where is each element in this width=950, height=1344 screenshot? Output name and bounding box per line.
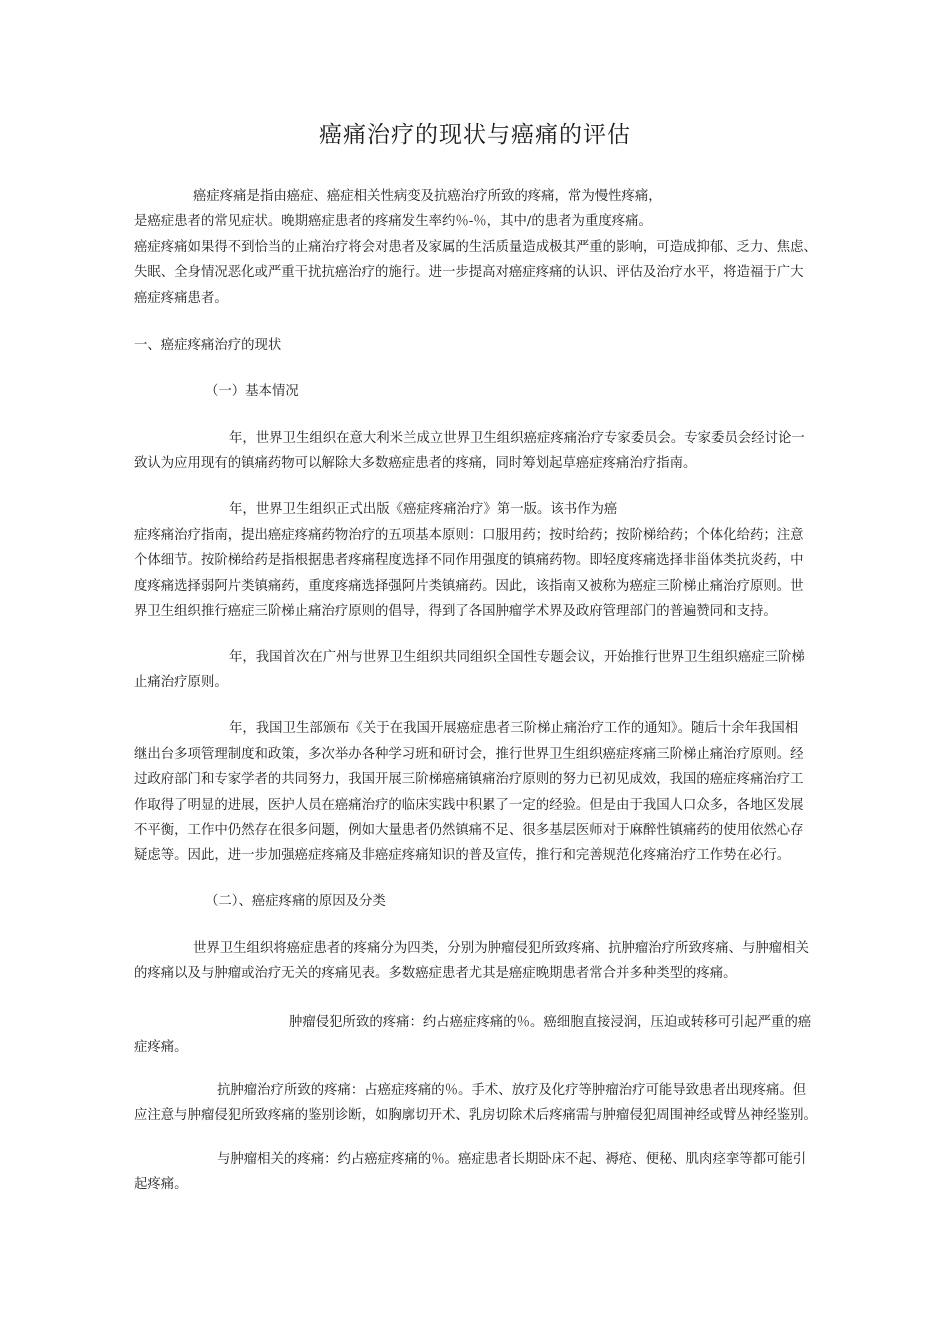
paragraph-line: 个体细节。按阶梯给药是指根据患者疼痛程度选择不同作用强度的镇痛药物。即轻度疼痛选择非甾体类抗炎药，中 xyxy=(134,553,804,568)
paragraph-line: 肿瘤侵犯所致的疼痛：约占癌症疼痛的％。癌细胞直接浸润，压迫或转移可引起严重的癌 xyxy=(289,1015,812,1030)
paragraph-line: 年，我国卫生部颁布《关于在我国开展癌症患者三阶梯止痛治疗工作的通知》。随后十余年我国相 xyxy=(229,721,799,736)
paragraph-line: 起疼痛。 xyxy=(134,1177,188,1192)
section-heading: 一、癌症疼痛治疗的现状 xyxy=(134,338,282,353)
intro-line-2: 是癌症患者的常见症状。晚期癌症患者的疼痛发生率约％-％，其中/的患者为重度疼痛。 xyxy=(134,214,652,229)
paragraph-line: 应注意与肿瘤侵犯所致疼痛的鉴别诊断，如胸廓切开术、乳房切除术后疼痛需与肿瘤侵犯周围神经或臂丛神经鉴别。 xyxy=(134,1108,817,1123)
paragraph-line: 年，世界卫生组织正式出版《癌症疼痛治疗》第一版。该书作为癌 xyxy=(229,502,618,517)
subsection-heading: （二）、癌症疼痛的原因及分类 xyxy=(205,894,386,909)
intro-line-3: 癌症疼痛如果得不到恰当的止痛治疗将会对患者及家属的生活质量造成极其严重的影响，可造成抑郁、乏力、焦虑、 xyxy=(134,240,817,255)
paragraph-line: 度疼痛选择弱阿片类镇痛药，重度疼痛选择强阿片类镇痛药。因此，该指南又被称为癌症三阶梯止痛治疗原则。世 xyxy=(134,579,804,594)
paragraph-line: 过政府部门和专家学者的共同努力，我国开展三阶梯癌痛镇痛治疗原则的努力已初见成效，我国的癌症疼痛治疗工 xyxy=(134,772,804,787)
document-title: 癌痛治疗的现状与癌痛的评估 xyxy=(319,122,631,148)
paragraph-line: 界卫生组织推行癌症三阶梯止痛治疗原则的倡导，得到了各国肿瘤学术界及政府管理部门的普遍赞同和支持。 xyxy=(134,604,777,619)
paragraph-line: 世界卫生组织将癌症患者的疼痛分为四类，分别为肿瘤侵犯所致疼痛、抗肿瘤治疗所致疼痛、与肿瘤相关 xyxy=(193,941,809,956)
intro-line-5: 癌症疼痛患者。 xyxy=(134,291,228,306)
paragraph-line: 抗肿瘤治疗所致的疼痛：占癌症疼痛的％。手术、放疗及化疗等肿瘤治疗可能导致患者出现疼痛。但 xyxy=(217,1083,807,1098)
paragraph-line: 致认为应用现有的镇痛药物可以解除大多数癌症患者的疼痛，同时筹划起草癌症疼痛治疗指南。 xyxy=(134,456,697,471)
paragraph-line: 继出台多项管理制度和政策，多次举办各种学习班和研讨会，推行世界卫生组织癌症疼痛三阶梯止痛治疗原则。经 xyxy=(134,747,804,762)
paragraph-line: 的疼痛以及与肿瘤或治疗无关的疼痛见表。多数癌症患者尤其是癌症晚期患者常合并多种类型的疼痛。 xyxy=(134,966,737,981)
paragraph-line: 不平衡，工作中仍然存在很多问题，例如大量患者仍然镇痛不足、很多基层医师对于麻醉性镇痛药的使用依然心存 xyxy=(134,823,804,838)
paragraph-line: 止痛治疗原则。 xyxy=(134,675,228,690)
intro-line-1: 癌症疼痛是指由癌症、癌症相关性病变及抗癌治疗所致的疼痛，常为慢性疼痛， xyxy=(193,189,662,204)
paragraph-line: 年，世界卫生组织在意大利米兰成立世界卫生组织癌症疼痛治疗专家委员会。专家委员会经讨论一 xyxy=(229,431,805,446)
paragraph-line: 疑虑等。因此，进一步加强癌症疼痛及非癌症疼痛知识的普及宣传，推行和完善规范化疼痛治疗工作势在必行。 xyxy=(134,848,791,863)
paragraph-line: 作取得了明显的进展，医护人员在癌痛治疗的临床实践中积累了一定的经验。但是由于我国人口众多，各地区发展 xyxy=(134,798,804,813)
paragraph-line: 症疼痛治疗指南，提出癌症疼痛药物治疗的五项基本原则：口服用药；按时给药；按阶梯给药；个体化给药；注意 xyxy=(134,528,804,543)
subsection-heading: （一）基本情况 xyxy=(205,384,299,399)
paragraph-line: 年，我国首次在广州与世界卫生组织共同组织全国性专题会议，开始推行世界卫生组织癌症三阶梯 xyxy=(229,650,805,665)
intro-line-4: 失眠、全身情况恶化或严重干扰抗癌治疗的施行。进一步提高对癌症疼痛的认识、评估及治疗水平，将造福于广大 xyxy=(134,265,804,280)
paragraph-line: 症疼痛。 xyxy=(134,1040,188,1055)
paragraph-line: 与肿瘤相关的疼痛：约占癌症疼痛的％。癌症患者长期卧床不起、褥疮、便秘、肌肉痉挛等都可能引 xyxy=(217,1152,807,1167)
